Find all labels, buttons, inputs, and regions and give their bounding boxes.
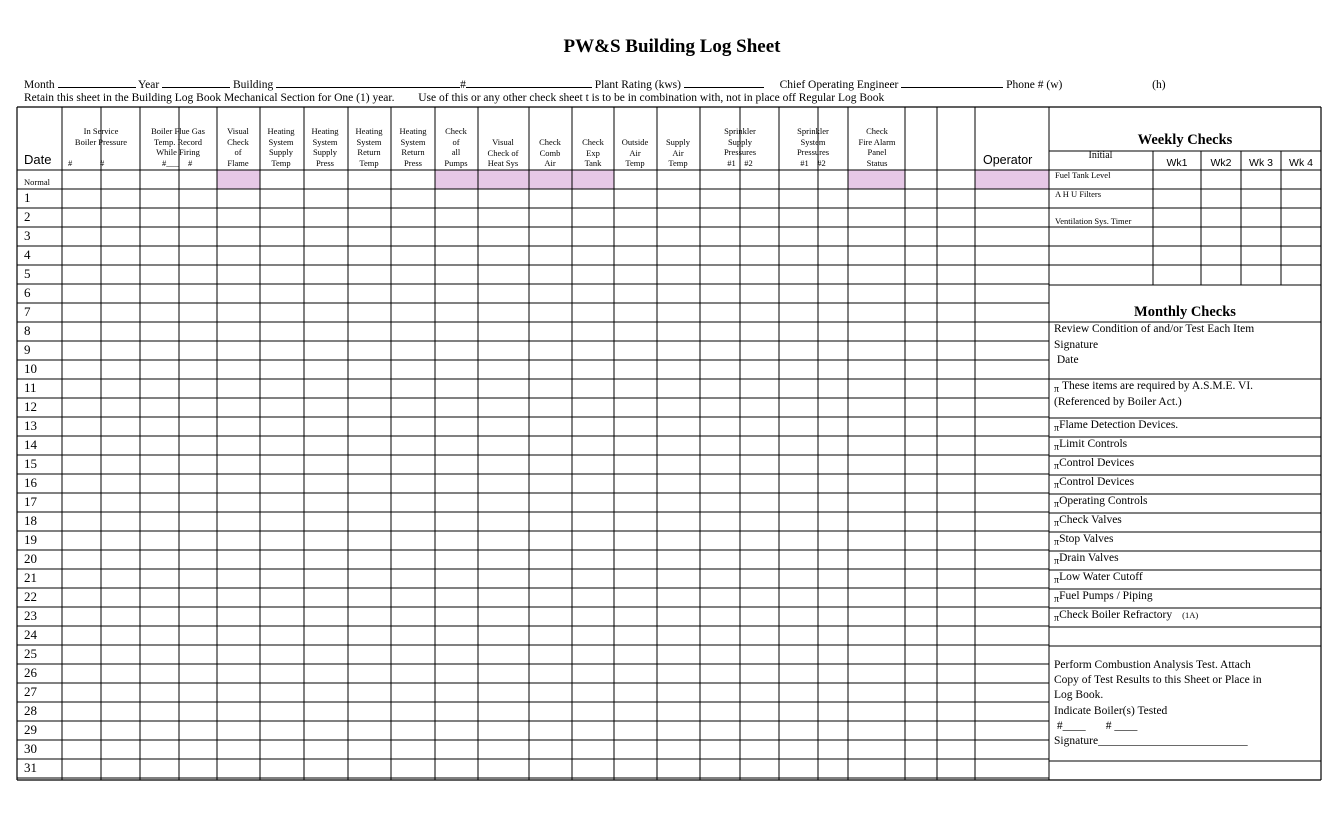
check-comb-air-header: Check Comb Air bbox=[539, 137, 561, 168]
day-number: 26 bbox=[24, 665, 37, 680]
monthly-item-label: Stop Valves bbox=[1059, 533, 1114, 545]
day-number: 17 bbox=[24, 494, 37, 509]
monthly-item bbox=[1054, 552, 1119, 567]
monthly-item-label: Check Boiler Refractory bbox=[1059, 609, 1173, 621]
monthly-item bbox=[1054, 514, 1122, 529]
day-number: 7 bbox=[24, 304, 31, 319]
day-number: 25 bbox=[24, 646, 37, 661]
day-number: 24 bbox=[24, 627, 37, 642]
check-pumps-header: Check of all Pumps bbox=[444, 126, 468, 168]
day-number: 10 bbox=[24, 361, 37, 376]
monthly-item-label: Low Water Cutoff bbox=[1059, 571, 1143, 583]
chief-engineer-label: Chief Operating Engineer bbox=[779, 79, 899, 91]
day-number: 6 bbox=[24, 285, 31, 300]
heating-return-press-header: Heating System Return Press bbox=[399, 126, 427, 168]
monthly-item-label: Control Devices bbox=[1059, 457, 1135, 469]
pi-marker-icon: π bbox=[1054, 575, 1060, 586]
monthly-item-label: Fuel Pumps / Piping bbox=[1059, 590, 1153, 602]
monthly-item bbox=[1054, 533, 1113, 548]
normal-highlight-cell bbox=[572, 170, 614, 189]
day-number: 19 bbox=[24, 532, 37, 547]
day-number: 8 bbox=[24, 323, 31, 338]
fire-alarm-header: Check Fire Alarm Panel Status bbox=[858, 126, 896, 168]
monthly-item bbox=[1054, 571, 1143, 586]
day-number: 30 bbox=[24, 741, 37, 756]
day-number: 29 bbox=[24, 722, 37, 737]
sprinkler-system-header: Sprinkler System Pressures #1 #2 bbox=[796, 126, 830, 168]
combustion-signature-field[interactable]: Signature__________________________ bbox=[1054, 735, 1248, 747]
visual-heat-sys-header: Visual Check of Heat Sys bbox=[487, 137, 519, 168]
monthly-item bbox=[1054, 609, 1198, 624]
in-service-num-2: # bbox=[100, 158, 105, 168]
day-number: 1 bbox=[24, 190, 31, 205]
building-label: Building bbox=[232, 79, 274, 91]
day-number: 18 bbox=[24, 513, 37, 528]
day-number: 4 bbox=[24, 247, 31, 262]
day-number: 28 bbox=[24, 703, 37, 718]
check-exp-tank-header: Check Exp Tank bbox=[582, 137, 604, 168]
retain-note: Retain this sheet in the Building Log Book Mechanical Section for One (1) year. bbox=[24, 92, 395, 104]
combustion-line-1: Perform Combustion Analysis Test. Attach bbox=[1054, 659, 1251, 671]
day-number: 31 bbox=[24, 760, 37, 775]
week-4-header: Wk 4 bbox=[1289, 157, 1313, 169]
combustion-line-4: Indicate Boiler(s) Tested bbox=[1054, 705, 1168, 717]
flue-gas-temp-header: Boiler Flue Gas Temp. Record While Firing bbox=[151, 126, 205, 157]
page-title: PW&S Building Log Sheet bbox=[563, 36, 781, 57]
pi-marker-icon: π bbox=[1054, 537, 1060, 548]
sprinkler-supply-header: Sprinkler Supply Pressures #1 #2 bbox=[723, 126, 757, 168]
normal-highlight-cell bbox=[529, 170, 572, 189]
normal-highlight-cell bbox=[478, 170, 529, 189]
day-number: 2 bbox=[24, 209, 31, 224]
asme-requirement-note: π These items are required by A.S.M.E. VI. bbox=[1054, 380, 1254, 395]
week-3-header: Wk 3 bbox=[1249, 157, 1273, 169]
monthly-item bbox=[1054, 438, 1127, 453]
pi-marker-icon: π bbox=[1054, 556, 1060, 567]
pi-marker-icon: π bbox=[1054, 384, 1060, 395]
normal-row-label: Normal bbox=[24, 177, 50, 187]
monthly-checks-title: Monthly Checks bbox=[1134, 304, 1236, 320]
use-note: Use of this or any other check sheet t is to be in combination with, not in place off Regular Log Book bbox=[418, 92, 885, 104]
monthly-item bbox=[1054, 419, 1178, 434]
visual-flame-header: Visual Check of Flame bbox=[227, 126, 249, 168]
day-number: 13 bbox=[24, 418, 37, 433]
normal-highlight-cell bbox=[217, 170, 260, 189]
normal-highlight-cell bbox=[975, 170, 1049, 189]
heating-supply-press-header: Heating System Supply Press bbox=[311, 126, 339, 168]
day-number: 20 bbox=[24, 551, 37, 566]
normal-highlight-cell bbox=[435, 170, 478, 189]
weekly-initial-label: Initial bbox=[1088, 150, 1113, 161]
in-service-pressure-header: In Service Boiler Pressure bbox=[74, 126, 128, 147]
boiler-act-reference: (Referenced by Boiler Act.) bbox=[1054, 396, 1182, 408]
weekly-checks-title: Weekly Checks bbox=[1137, 132, 1233, 148]
heating-return-temp-header: Heating System Return Temp bbox=[355, 126, 383, 168]
pi-marker-icon: π bbox=[1054, 499, 1060, 510]
day-number: 9 bbox=[24, 342, 31, 357]
operator-column-header: Operator bbox=[983, 153, 1033, 167]
heating-supply-temp-header: Heating System Supply Temp bbox=[267, 126, 295, 168]
day-number: 27 bbox=[24, 684, 37, 699]
monthly-item-label: Drain Valves bbox=[1059, 552, 1119, 564]
refractory-note: (1A) bbox=[1182, 610, 1199, 620]
phone-home-label: (h) bbox=[1152, 79, 1166, 91]
day-number: 12 bbox=[24, 399, 37, 414]
day-number: 22 bbox=[24, 589, 37, 604]
day-number: 23 bbox=[24, 608, 37, 623]
in-service-num-1: # bbox=[68, 158, 73, 168]
weekly-item-fuel-tank: Fuel Tank Level bbox=[1055, 170, 1111, 180]
monthly-item-label: Control Devices bbox=[1059, 476, 1135, 488]
monthly-item-label: Operating Controls bbox=[1059, 495, 1148, 507]
number-label: # bbox=[460, 79, 466, 91]
monthly-signature-label: Signature bbox=[1054, 339, 1099, 351]
combustion-boilers-field[interactable]: #____ # ____ bbox=[1054, 720, 1138, 732]
combustion-line-2: Copy of Test Results to this Sheet or Place in bbox=[1054, 674, 1262, 686]
day-number: 16 bbox=[24, 475, 37, 490]
pi-marker-icon: π bbox=[1054, 613, 1060, 624]
day-number: 21 bbox=[24, 570, 37, 585]
week-1-header: Wk1 bbox=[1166, 157, 1188, 169]
monthly-item-label: Limit Controls bbox=[1059, 438, 1128, 450]
monthly-item-label: Flame Detection Devices. bbox=[1059, 419, 1179, 431]
weekly-item-ahu-filters: A H U Filters bbox=[1055, 189, 1102, 199]
pi-marker-icon: π bbox=[1054, 594, 1060, 605]
monthly-review-text: Review Condition of and/or Test Each Item bbox=[1054, 323, 1255, 335]
date-column-header: Date bbox=[24, 152, 52, 167]
pi-marker-icon: π bbox=[1054, 518, 1060, 529]
supply-air-temp-header: Supply Air Temp bbox=[665, 137, 691, 168]
normal-highlight-cell bbox=[848, 170, 905, 189]
monthly-item-label: Check Valves bbox=[1059, 514, 1122, 526]
week-2-header: Wk2 bbox=[1210, 157, 1232, 169]
day-number: 15 bbox=[24, 456, 37, 471]
monthly-item bbox=[1054, 476, 1134, 491]
pi-marker-icon: π bbox=[1054, 461, 1060, 472]
monthly-date-label: Date bbox=[1054, 354, 1079, 366]
month-label: Month bbox=[24, 79, 55, 91]
flue-gas-num-2: # bbox=[188, 158, 193, 168]
day-number: 3 bbox=[24, 228, 31, 243]
plant-rating-label: Plant Rating (kws) bbox=[594, 79, 681, 91]
weekly-item-ventilation-timer: Ventilation Sys. Timer bbox=[1055, 216, 1132, 226]
day-number: 14 bbox=[24, 437, 37, 452]
outside-air-temp-header: Outside Air Temp bbox=[621, 137, 649, 168]
pi-marker-icon: π bbox=[1054, 480, 1060, 491]
monthly-item bbox=[1054, 495, 1148, 510]
monthly-item bbox=[1054, 457, 1134, 472]
flue-gas-num-1: #___ bbox=[162, 158, 179, 168]
year-label: Year bbox=[138, 79, 160, 91]
day-number: 11 bbox=[24, 380, 37, 395]
combustion-line-3: Log Book. bbox=[1054, 689, 1104, 701]
monthly-item bbox=[1054, 590, 1153, 605]
day-number: 5 bbox=[24, 266, 31, 281]
phone-work-label: Phone # (w) bbox=[1006, 79, 1063, 91]
pi-marker-icon: π bbox=[1054, 442, 1060, 453]
pi-marker-icon: π bbox=[1054, 423, 1060, 434]
